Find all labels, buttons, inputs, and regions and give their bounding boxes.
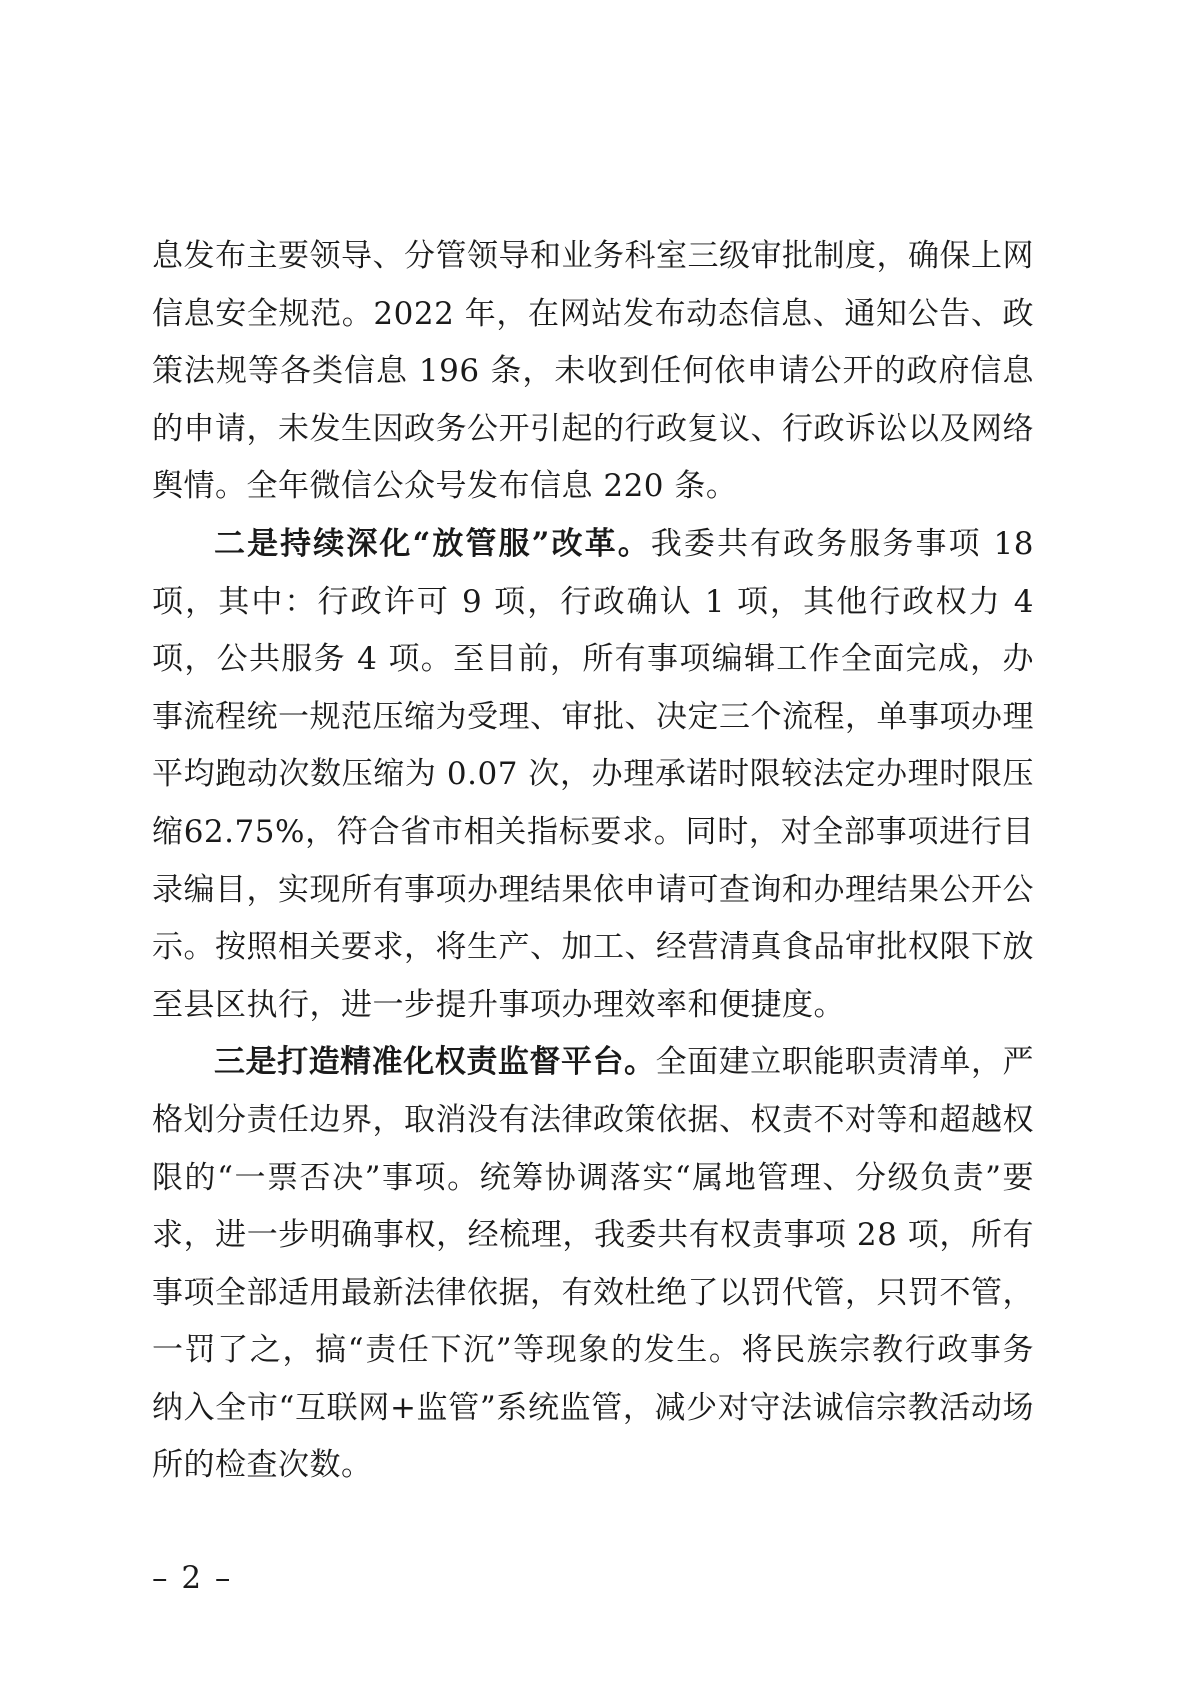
paragraph-text: 息发布主要领导、分管领导和业务科室三级审批制度，确保上网信息安全规范。2022 年，在网站发布动态信息、通知公告、政策法规等各类信息 196 条，未收到任何依申请公开的政府信息的申请，未发生因政务公开引起的行政复议、行政诉讼以及网络舆情。全年微信公众号发布信息 220 条。	[152, 238, 1034, 505]
page-number: – 2 –	[152, 1560, 233, 1596]
paragraph-continued	[152, 228, 1034, 516]
paragraph-heading: 三是打造精准化权责监督平台。	[214, 1044, 656, 1081]
paragraph-text: 全面建立职能职责清单，严格划分责任边界，取消没有法律政策依据、权责不对等和超越权限的“一票否决”事项。统筹协调落实“属地管理、分级负责”要求，进一步明确事权，经梳理，我委共有权责事项 28 项，所有事项全部适用最新法律依据，有效杜绝了以罚代管，只罚不管，一罚了之，搞“责任下沉”等现象的发生。将民族宗教行政事务纳入全市“互联网+监管”系统监管，减少对守法诚信宗教活动场所的检查次数。	[152, 1044, 1035, 1484]
document-body	[152, 228, 1034, 1495]
paragraph-heading: 二是持续深化“放管服”改革。	[214, 525, 651, 562]
paragraph-supervision-platform	[152, 1034, 1034, 1495]
paragraph-fangguanfu	[152, 516, 1034, 1034]
paragraph-text: 我委共有政务服务事项 18 项，其中：行政许可 9 项，行政确认 1 项，其他行政权力 4 项，公共服务 4 项。至目前，所有事项编辑工作全面完成，办事流程统一规范压缩为受理、审批、决定三个流程，单事项办理平均跑动次数压缩为 0.07 次，办理承诺时限较法定办理时限压缩62.75%，符合省市相关指标要求。同时，对全部事项进行目录编目，实现所有事项办理结果依申请可查询和办理结果公开公示。按照相关要求，将生产、加工、经营清真食品审批权限下放至县区执行，进一步提升事项办理效率和便捷度。	[152, 525, 1034, 1023]
